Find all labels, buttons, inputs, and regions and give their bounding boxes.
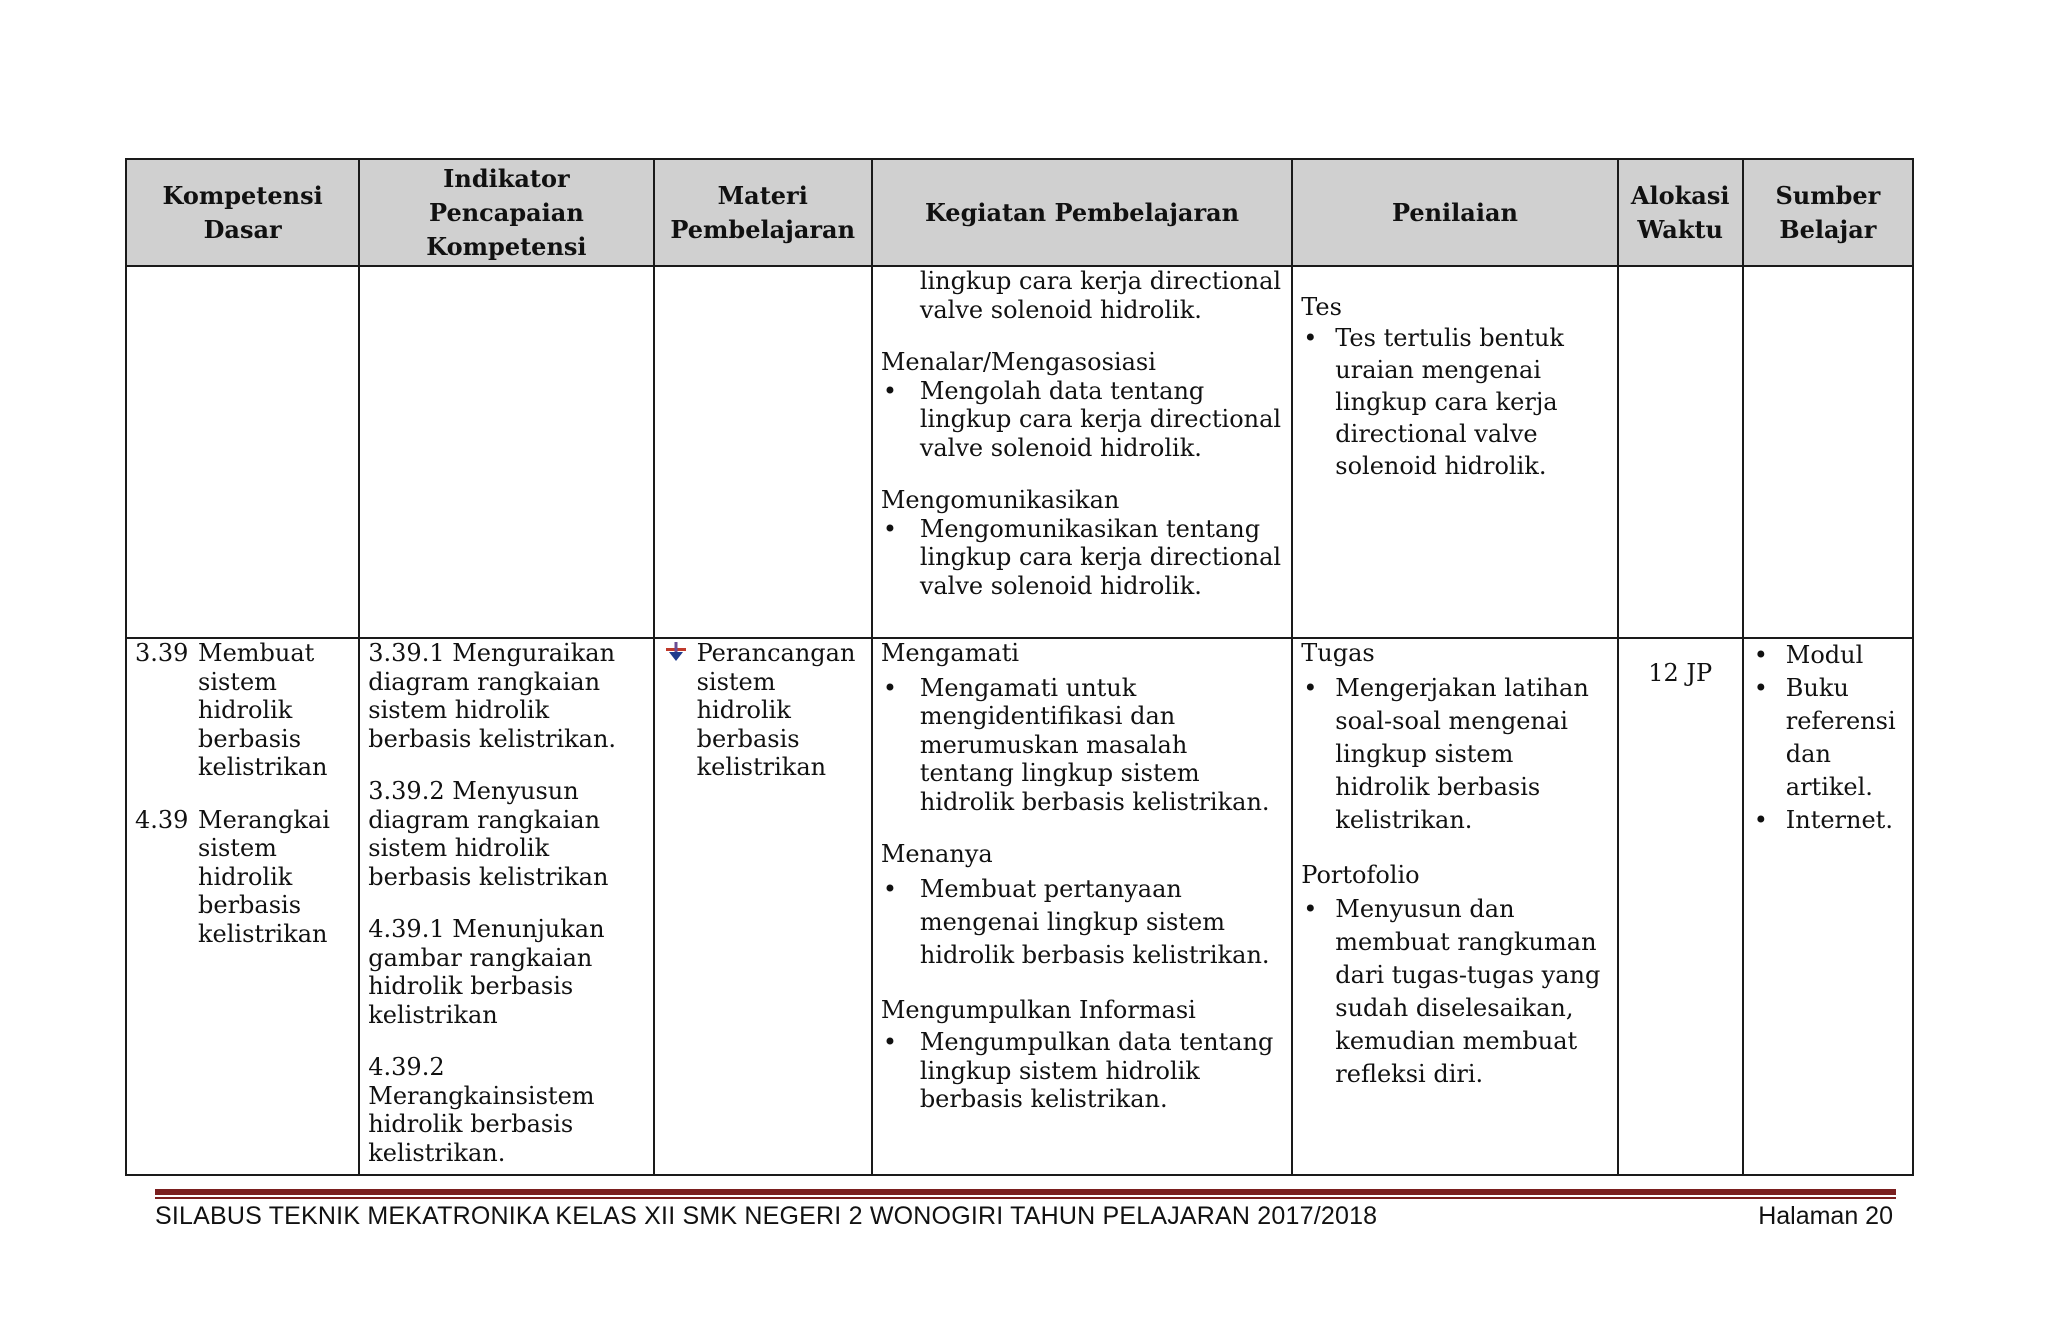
cell-sumber-empty <box>1743 266 1913 638</box>
list-item: • Mengomunikasikan tentang lingkup cara kerja directional valve solenoid hidrolik. <box>881 515 1283 601</box>
list-item: • Membuat pertanyaan mengenai lingkup sistem hidrolik berbasis kelistrikan. <box>881 873 1283 972</box>
list-item: • Internet. <box>1752 804 1904 837</box>
section-label: Menalar/Mengasosiasi <box>880 348 1156 376</box>
indikator-item: 4.39.2 Merangkainsistem hidrolik berbasis kelistrikan. <box>368 1053 595 1167</box>
section-label: Menanya <box>880 840 993 868</box>
list-item: • Mengamati untuk mengidentifikasi dan merumuskan masalah tentang lingkup sistem hidrolik berbasis kelistrikan. <box>881 674 1283 817</box>
cell-alokasi-waktu: 12 JP <box>1618 638 1743 1175</box>
kd-entry <box>135 806 350 949</box>
indikator-item: 4.39.1 Menunjukan gambar rangkaian hidrolik berbasis kelistrikan <box>368 915 605 1029</box>
header-kompetensi-dasar: Kompetensi Dasar <box>126 159 359 266</box>
indikator-item: 3.39.1 Menguraikan diagram rangkaian sistem hidrolik berbasis kelistrikan. <box>368 639 617 753</box>
header-penilaian: Penilaian <box>1292 159 1617 266</box>
kegiatan-lead-line: lingkup cara kerja directional <box>919 267 1282 295</box>
list-item: • Menyusun dan membuat rangkuman dari tugas-tugas yang sudah diselesaikan, kemudian membuat refleksi diri. <box>1301 893 1608 1091</box>
cell-alokasi-empty <box>1618 266 1743 638</box>
header-kegiatan: Kegiatan Pembelajaran <box>872 159 1292 266</box>
section-label: Mengamati <box>880 639 1020 667</box>
table-header-row <box>126 159 1913 266</box>
kd-number: 4.39 <box>135 805 189 834</box>
table-row-kd-3-39 <box>126 638 1913 1175</box>
section-label: Mengomunikasikan <box>880 486 1120 514</box>
footer-page-number: Halaman 20 <box>1758 1202 1893 1230</box>
list-item: • Tes tertulis bentuk uraian mengenai lingkup cara kerja directional valve solenoid hidrolik. <box>1301 322 1608 482</box>
section-label: Tes <box>1301 293 1342 321</box>
kd-number: 3.39 <box>135 639 189 667</box>
list-item: • Mengolah data tentang lingkup cara kerja directional valve solenoid hidrolik. <box>881 377 1283 463</box>
cell-materi-empty <box>654 266 872 638</box>
kegiatan-lead-line: valve solenoid hidrolik. <box>919 295 1202 324</box>
cell-indikator <box>359 638 653 1175</box>
kd-entry <box>135 639 350 782</box>
cell-penilaian-continued <box>1292 266 1617 638</box>
kd-text: Merangkai sistem hidrolik berbasis kelistrikan <box>198 805 330 948</box>
materi-text: Perancangan sistem hidrolik berbasis kelistrikan <box>696 639 856 781</box>
list-item: • Mengumpulkan data tentang lingkup sistem hidrolik berbasis kelistrikan. <box>881 1028 1283 1114</box>
cell-kegiatan-continued <box>872 266 1292 638</box>
cell-indikator-empty <box>359 266 653 638</box>
section-label: Tugas <box>1301 639 1375 667</box>
cell-materi <box>654 638 872 1175</box>
section-label: Mengumpulkan Informasi <box>880 995 1196 1024</box>
list-item: • Mengerjakan latihan soal-soal mengenai lingkup sistem hidrolik berbasis kelistrikan. <box>1301 672 1608 837</box>
cell-penilaian <box>1292 638 1617 1175</box>
cell-sumber-belajar <box>1743 638 1913 1175</box>
arrow-down-bullet-icon <box>663 639 697 667</box>
header-indikator: Indikator Pencapaian Kompetensi <box>359 159 653 266</box>
kd-text: Membuat sistem hidrolik berbasis kelistrikan <box>198 639 328 781</box>
cell-kegiatan <box>872 638 1292 1175</box>
list-item: • Buku referensi dan artikel. <box>1752 672 1904 804</box>
footer-title: SILABUS TEKNIK MEKATRONIKA KELAS XII SMK NEGERI 2 WONOGIRI TAHUN PELAJARAN 2017/2018 <box>155 1202 1378 1230</box>
section-label: Portofolio <box>1301 860 1420 889</box>
footer-divider-thin <box>155 1197 1896 1199</box>
syllabus-table <box>125 158 1914 1176</box>
cell-kompetensi-dasar <box>126 638 359 1175</box>
header-materi: Materi Pembelajaran <box>654 159 872 266</box>
footer-divider <box>155 1189 1896 1195</box>
header-sumber-belajar: Sumber Belajar <box>1743 159 1913 266</box>
cell-kd-empty <box>126 266 359 638</box>
indikator-item: 3.39.2 Menyusun diagram rangkaian sistem hidrolik berbasis kelistrikan <box>368 777 609 891</box>
header-alokasi-waktu: Alokasi Waktu <box>1618 159 1743 266</box>
table-row-continued <box>126 266 1913 638</box>
list-item: • Modul <box>1752 639 1904 672</box>
